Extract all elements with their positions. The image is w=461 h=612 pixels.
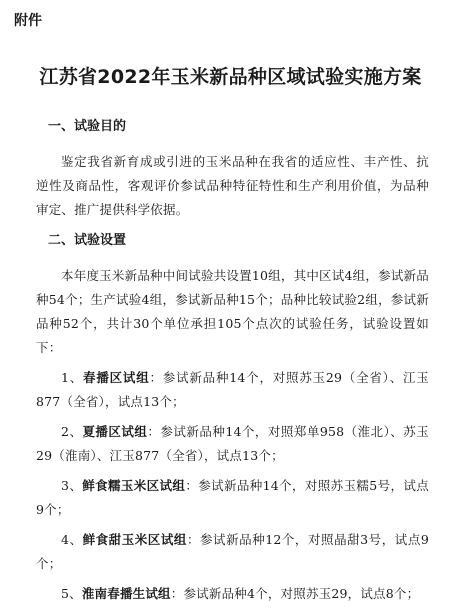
list-item-text: ：参试新品种12个，对照晶甜3号，试点9个；	[36, 532, 430, 571]
list-item-text: ：参试新品种14个，对照苏玉糯5号，试点9个；	[36, 478, 429, 517]
list-item-text: ：参试新品种14个，对照郑单958（淮北）、苏玉29（淮南）、江玉877（全省），试点13个；	[36, 424, 429, 463]
list-item-label: 鲜食糯玉米区试组	[82, 478, 186, 493]
section-paragraph-setup: 本年度玉米新品种中间试验共设置10组，其中区试4组，参试新品种54个；生产试验4组，参试新品种15个；品种比较试验2组，参试新品种52个，共计30个单位承担105个点次的试验任务，试验设置如下：	[36, 268, 429, 355]
list-item-prefix: 1、	[61, 370, 84, 385]
list-item	[36, 528, 429, 576]
section-paragraph-purpose: 鉴定我省新育成或引进的玉米品种在我省的适应性、丰产性、抗逆性及商品性，客观评价参试品种特征特性和生产利用价值，为品种审定、推广提供科学依据。	[36, 154, 429, 217]
attachment-label: 附件	[14, 13, 42, 29]
list-item-label: 夏播区试组	[82, 424, 148, 439]
document-body	[36, 118, 429, 612]
list-item-text: ：参试新品种4个，对照苏玉29，试点8个；	[170, 586, 420, 601]
list-item-prefix: 2、	[61, 424, 83, 439]
list-item-prefix: 4、	[61, 532, 83, 547]
list-item-label: 春播区试组	[83, 370, 150, 385]
list-item	[36, 582, 429, 606]
list-item-label: 淮南春播生试组	[81, 586, 171, 601]
list-item	[36, 366, 429, 414]
list-item-label: 鲜食甜玉米区试组	[82, 532, 187, 547]
section-heading-purpose: 一、试验目的	[48, 119, 127, 134]
list-item-prefix: 5、	[61, 586, 82, 601]
document-title: 江苏省2022年玉米新品种区域试验实施方案	[39, 66, 422, 88]
list-item-prefix: 3、	[61, 478, 83, 493]
section-heading-setup: 二、试验设置	[48, 233, 127, 248]
list-item-text: ：参试新品种14个，对照苏玉29（全省）、江玉877（全省），试点13个；	[36, 370, 429, 409]
list-item	[36, 420, 429, 468]
list-item	[36, 474, 429, 522]
